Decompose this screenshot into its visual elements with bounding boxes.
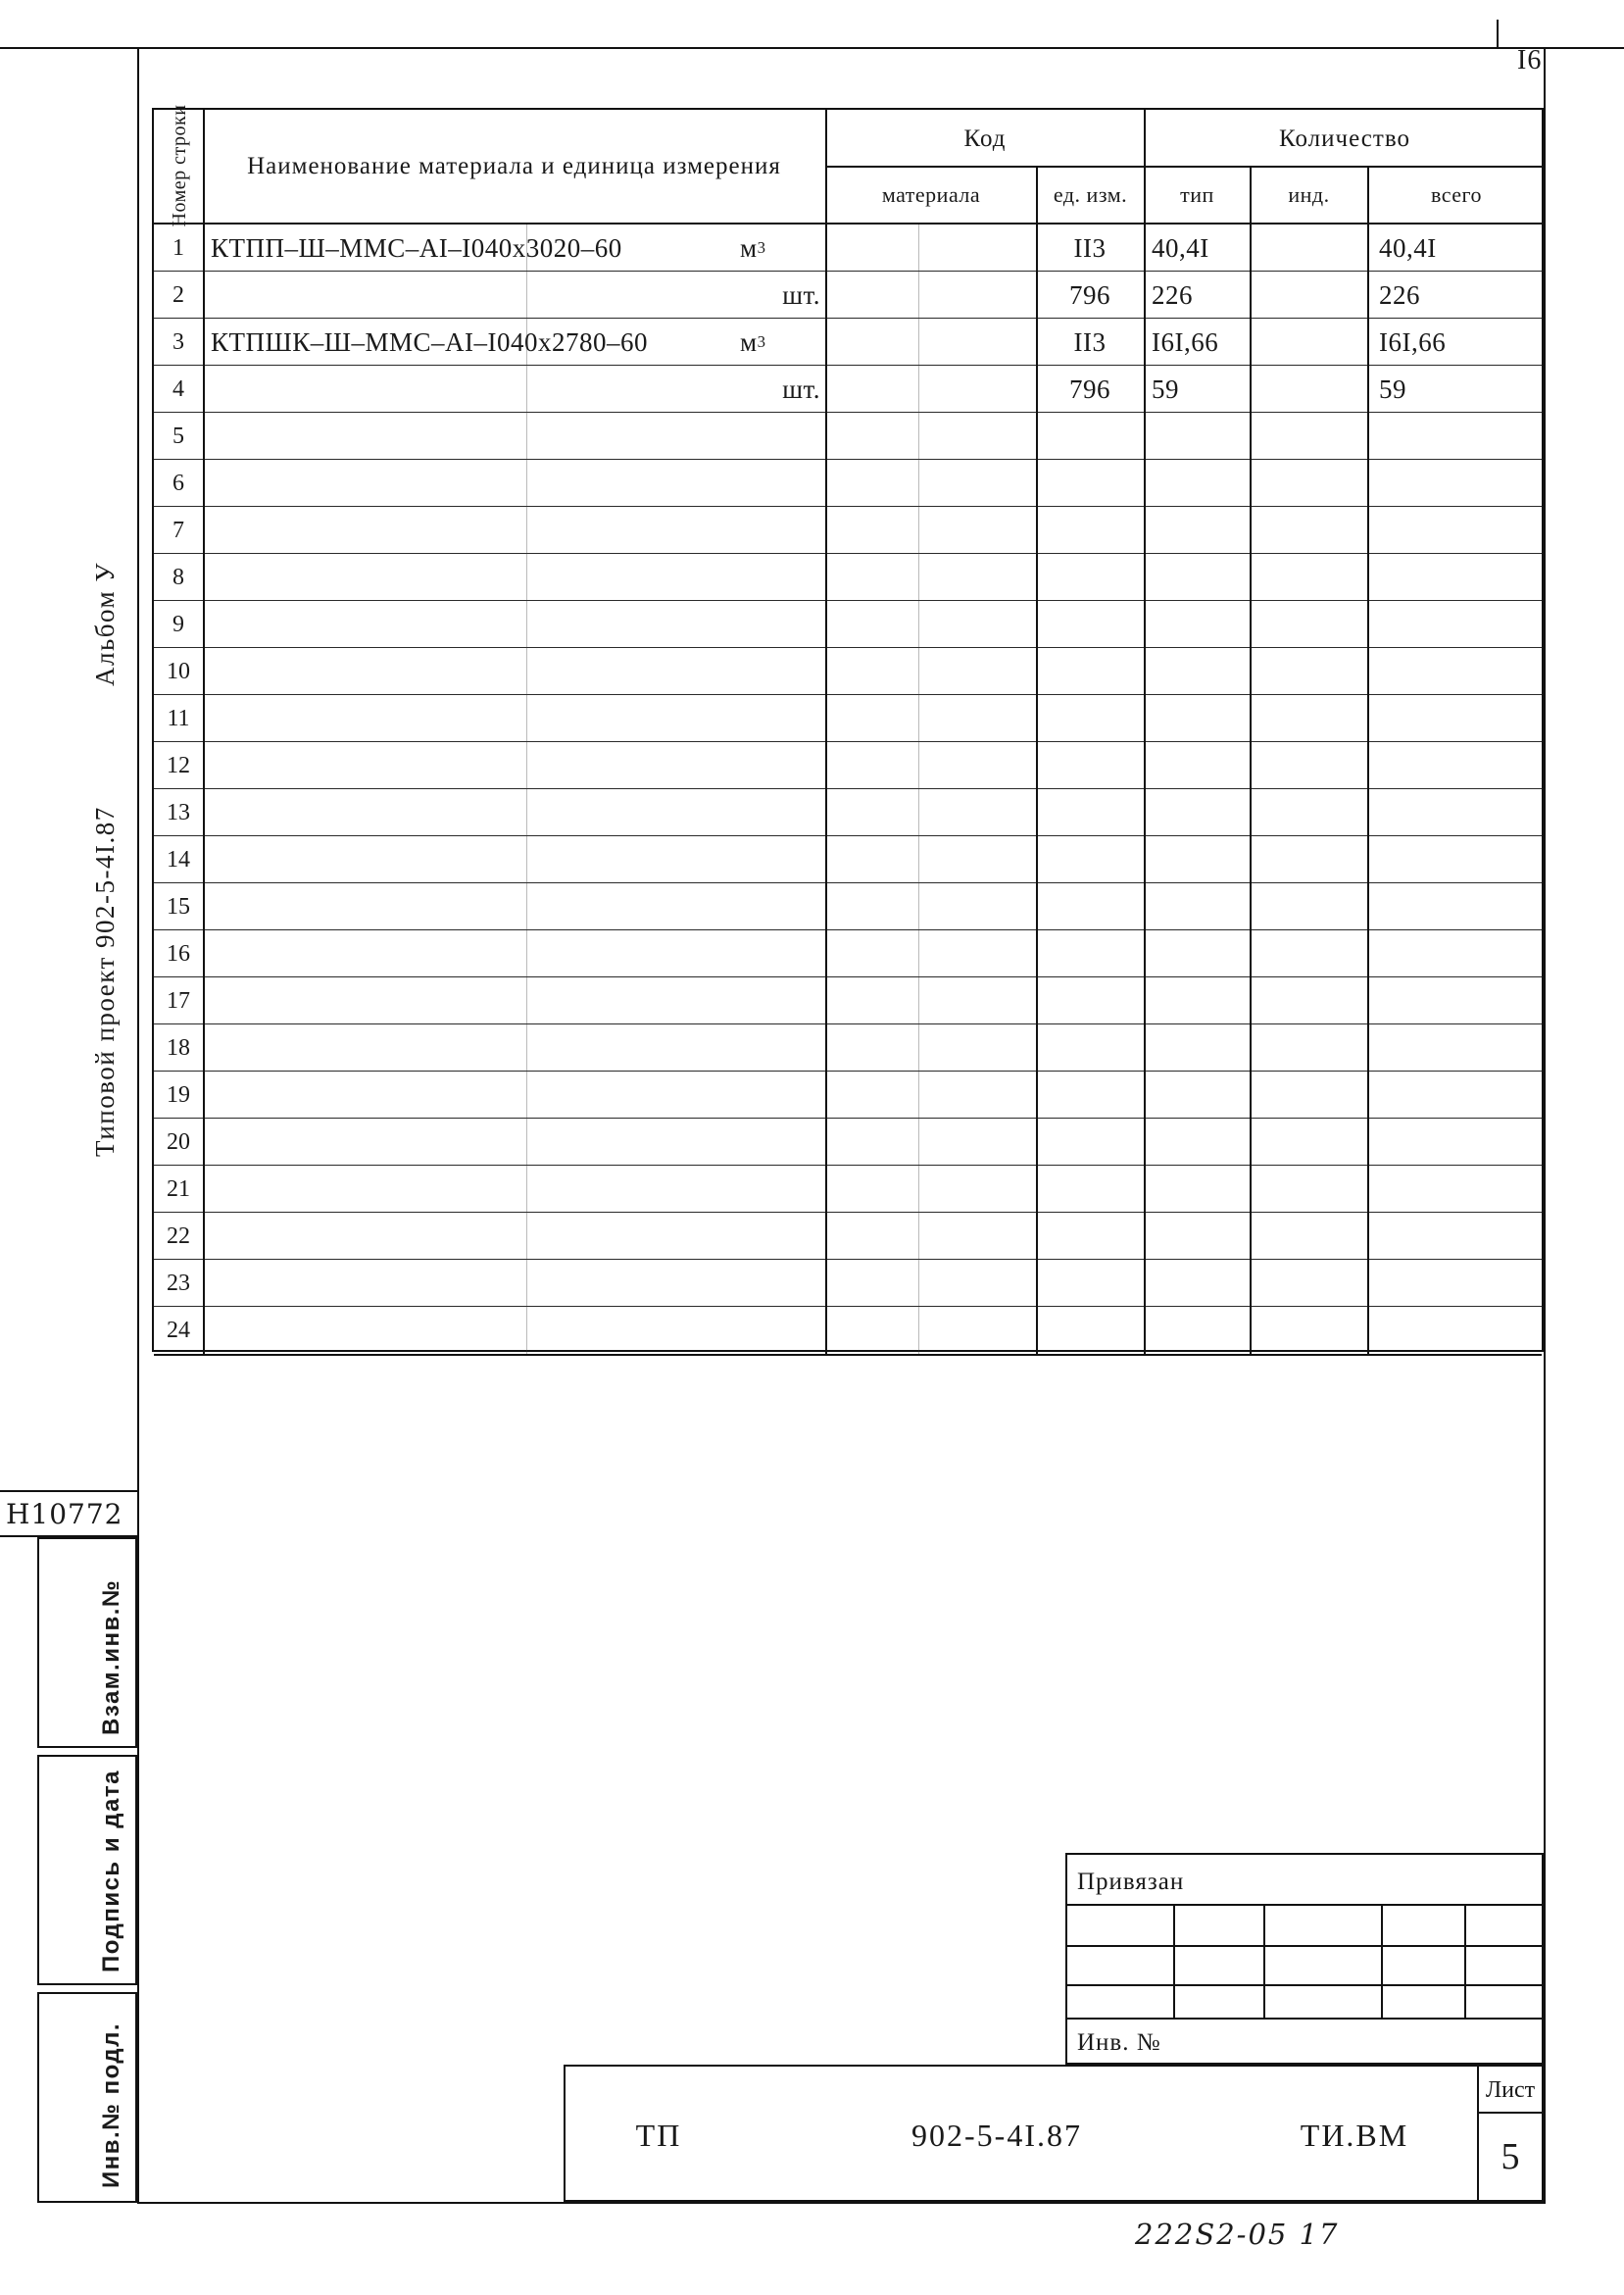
material-name-cell (211, 460, 671, 507)
table-row (154, 601, 1542, 648)
code-unit-cell (1038, 554, 1142, 601)
qty-ind-cell (1252, 930, 1366, 977)
qty-type-cell (1152, 648, 1250, 695)
row-number-cell: 21 (167, 1175, 190, 1202)
title-sheet-value: 5 (1501, 2136, 1520, 2177)
material-name-cell (211, 601, 671, 648)
header-row-number: Номер строки (168, 104, 190, 227)
material-name-cell (211, 1307, 671, 1354)
qty-ind-cell (1252, 1260, 1366, 1307)
table-row (154, 1166, 1542, 1213)
code-material-cell (827, 648, 1034, 695)
qty-type-cell (1152, 789, 1250, 836)
table-row (154, 1072, 1542, 1119)
qty-ind-cell (1252, 460, 1366, 507)
code-material-cell (827, 742, 1034, 789)
material-unit-cell: шт. (782, 374, 820, 404)
row-number-cell: 2 (172, 281, 184, 308)
privyazan-line-4 (1067, 2018, 1544, 2020)
qty-ind-cell (1252, 225, 1366, 272)
row-number-cell: 24 (167, 1317, 190, 1343)
faint-guide-1 (918, 225, 919, 1354)
table-row (154, 648, 1542, 695)
qty-total-cell (1379, 1072, 1541, 1119)
qty-type-cell: I6I,66 (1152, 326, 1219, 357)
table-row (154, 413, 1542, 460)
material-name-cell (211, 1024, 671, 1072)
code-material-cell (827, 601, 1034, 648)
column-line-3 (1144, 225, 1146, 1354)
qty-total-cell (1379, 1166, 1541, 1213)
code-unit-cell (1038, 1119, 1142, 1166)
frame-bottom-line (137, 2202, 1546, 2204)
code-material-cell (827, 1024, 1034, 1072)
code-material-cell (827, 977, 1034, 1024)
code-material-cell (827, 319, 1034, 366)
code-unit-cell (1038, 1213, 1142, 1260)
material-unit-cell: м 3 (740, 232, 766, 263)
qty-ind-cell (1252, 272, 1366, 319)
header-code-unit: ед. изм. (1053, 181, 1128, 207)
faint-guide-0 (526, 225, 527, 1354)
code-unit-cell (1038, 1166, 1142, 1213)
code-unit-cell (1038, 648, 1142, 695)
table-row (154, 930, 1542, 977)
qty-ind-cell (1252, 507, 1366, 554)
material-name-cell (211, 836, 671, 883)
qty-type-cell (1152, 1072, 1250, 1119)
row-number-cell: 13 (167, 799, 190, 825)
code-material-cell (827, 460, 1034, 507)
row-number-cell: 22 (167, 1222, 190, 1249)
qty-ind-cell (1252, 1024, 1366, 1072)
stamp-block-podpis-label: Подпись и дата (98, 1770, 124, 1972)
material-name-cell: КТПШК–Ш–ММС–АI–I040х2780–60 (211, 326, 648, 357)
row-number-cell: 9 (172, 611, 184, 637)
table-row (154, 883, 1542, 930)
code-unit-cell (1038, 1072, 1142, 1119)
qty-ind-cell (1252, 413, 1366, 460)
material-name-cell (211, 789, 671, 836)
qty-total-cell (1379, 1119, 1541, 1166)
row-number-cell: 14 (167, 846, 190, 873)
qty-type-cell (1152, 507, 1250, 554)
column-line-4 (1250, 225, 1252, 1354)
table-row (154, 319, 1542, 366)
material-name-cell (211, 1166, 671, 1213)
material-name-cell (211, 507, 671, 554)
qty-total-cell: 59 (1379, 374, 1406, 404)
privyazan-label: Привязан (1077, 1869, 1185, 1895)
table-header (154, 104, 1542, 227)
header-material-name: Наименование материала и единица измерения (247, 153, 781, 180)
qty-total-cell (1379, 1307, 1541, 1354)
header-quantity: Количество (1279, 125, 1410, 152)
qty-type-cell: 226 (1152, 279, 1193, 310)
table-row (154, 1119, 1542, 1166)
corner-divider (1497, 20, 1499, 49)
title-strip (564, 2065, 1544, 2202)
qty-total-cell (1379, 1213, 1541, 1260)
qty-total-cell (1379, 836, 1541, 883)
body-bottom-line (154, 1354, 1542, 1356)
table-row (154, 225, 1542, 272)
table-row (154, 1307, 1542, 1354)
qty-ind-cell (1252, 977, 1366, 1024)
column-line-1 (825, 225, 827, 1354)
header-code: Код (963, 125, 1007, 152)
header-qty-ind: инд. (1288, 181, 1330, 207)
material-name-cell (211, 977, 671, 1024)
column-line-0 (203, 225, 205, 1354)
qty-ind-cell (1252, 742, 1366, 789)
qty-type-cell (1152, 1213, 1250, 1260)
code-material-cell (827, 883, 1034, 930)
qty-type-cell (1152, 1307, 1250, 1354)
row-number-cell: 15 (167, 893, 190, 920)
qty-ind-cell (1252, 366, 1366, 413)
handwritten-archive-mark: 222S2-05 17 (1135, 2218, 1340, 2251)
qty-ind-cell (1252, 554, 1366, 601)
table-row (154, 460, 1542, 507)
code-material-cell (827, 507, 1034, 554)
qty-total-cell (1379, 413, 1541, 460)
project-label: Типовой проект 902-5-4I.87 (90, 806, 120, 1157)
qty-type-cell (1152, 883, 1250, 930)
qty-total-cell (1379, 554, 1541, 601)
qty-ind-cell (1252, 1166, 1366, 1213)
title-tp: ТП (635, 2117, 682, 2153)
qty-total-cell (1379, 789, 1541, 836)
row-number-cell: 5 (172, 423, 184, 449)
code-unit-cell: 796 (1069, 279, 1110, 310)
qty-type-cell (1152, 460, 1250, 507)
qty-total-cell (1379, 1260, 1541, 1307)
privyazan-block (1065, 1853, 1544, 2065)
code-material-cell (827, 1213, 1034, 1260)
table-row (154, 507, 1542, 554)
qty-ind-cell (1252, 1213, 1366, 1260)
privyazan-line-3 (1067, 1984, 1544, 1986)
material-name-cell (211, 554, 671, 601)
qty-type-cell (1152, 836, 1250, 883)
title-organization: ТИ.ВМ (1300, 2117, 1409, 2153)
qty-ind-cell (1252, 789, 1366, 836)
code-unit-cell (1038, 789, 1142, 836)
material-name-cell (211, 648, 671, 695)
column-line-2 (1036, 225, 1038, 1354)
material-name-cell (211, 1213, 671, 1260)
code-material-cell (827, 413, 1034, 460)
material-name-cell (211, 366, 671, 413)
code-material-cell (827, 1260, 1034, 1307)
inv-stamp-number: Н10772 (6, 1498, 123, 1530)
qty-type-cell (1152, 930, 1250, 977)
table-row (154, 836, 1542, 883)
qty-type-cell (1152, 742, 1250, 789)
code-material-cell (827, 1072, 1034, 1119)
code-material-cell (827, 1307, 1034, 1354)
code-unit-cell: II3 (1073, 326, 1107, 357)
qty-type-cell: 59 (1152, 374, 1179, 404)
code-material-cell (827, 1119, 1034, 1166)
table-body (154, 225, 1542, 1356)
row-number-cell: 3 (172, 328, 184, 355)
code-unit-cell: 796 (1069, 374, 1110, 404)
code-unit-cell (1038, 930, 1142, 977)
material-name-cell (211, 272, 671, 319)
material-name-cell (211, 413, 671, 460)
code-unit-cell (1038, 836, 1142, 883)
row-number-cell: 7 (172, 517, 184, 543)
qty-type-cell (1152, 1166, 1250, 1213)
row-number-cell: 10 (167, 658, 190, 684)
material-name-cell (211, 1260, 671, 1307)
qty-total-cell (1379, 648, 1541, 695)
code-unit-cell (1038, 742, 1142, 789)
code-material-cell (827, 366, 1034, 413)
code-material-cell (827, 789, 1034, 836)
qty-type-cell (1152, 554, 1250, 601)
material-unit-cell: м 3 (740, 326, 766, 357)
materials-table (152, 104, 1544, 1352)
code-unit-cell (1038, 695, 1142, 742)
qty-ind-cell (1252, 1119, 1366, 1166)
code-material-cell (827, 554, 1034, 601)
qty-type-cell: 40,4I (1152, 232, 1209, 263)
header-qty-total: всего (1430, 181, 1483, 207)
table-row (154, 1024, 1542, 1072)
stamp-block-invpodl-label: Инв.№ подл. (98, 2021, 124, 2188)
code-unit-cell (1038, 1024, 1142, 1072)
title-project-code: 902-5-4I.87 (911, 2117, 1082, 2153)
row-number-cell: 6 (172, 470, 184, 496)
code-unit-cell (1038, 1260, 1142, 1307)
inv-no-label: Инв. № (1077, 2029, 1161, 2056)
qty-type-cell (1152, 695, 1250, 742)
row-number-cell: 23 (167, 1270, 190, 1296)
code-material-cell (827, 930, 1034, 977)
qty-total-cell (1379, 695, 1541, 742)
table-row (154, 554, 1542, 601)
table-row (154, 695, 1542, 742)
code-material-cell (827, 836, 1034, 883)
qty-total-cell (1379, 601, 1541, 648)
qty-total-cell (1379, 742, 1541, 789)
table-row (154, 366, 1542, 413)
material-name-cell (211, 1119, 671, 1166)
top-border-line (0, 47, 1624, 49)
table-row (154, 977, 1542, 1024)
row-number-cell: 1 (172, 234, 184, 261)
row-number-cell: 12 (167, 752, 190, 778)
qty-total-cell: 226 (1379, 279, 1420, 310)
qty-ind-cell (1252, 1307, 1366, 1354)
row-number-cell: 16 (167, 940, 190, 967)
privyazan-col-4 (1464, 1904, 1466, 2018)
stamp-block-vzam-label: Взам.инв.№ (98, 1578, 124, 1735)
code-unit-cell (1038, 1307, 1142, 1354)
header-code-material: материала (881, 181, 981, 207)
qty-total-cell: 40,4I (1379, 232, 1437, 263)
qty-type-cell (1152, 601, 1250, 648)
table-row (154, 272, 1542, 319)
qty-type-cell (1152, 1024, 1250, 1072)
code-unit-cell (1038, 883, 1142, 930)
qty-total-cell: I6I,66 (1379, 326, 1447, 357)
qty-ind-cell (1252, 695, 1366, 742)
code-unit-cell: II3 (1073, 232, 1107, 263)
frame-right-line (1544, 47, 1546, 2204)
material-name-cell (211, 930, 671, 977)
qty-total-cell (1379, 507, 1541, 554)
material-name-cell (211, 742, 671, 789)
material-name-cell (211, 883, 671, 930)
album-label: Альбом У (90, 562, 120, 686)
qty-ind-cell (1252, 648, 1366, 695)
qty-total-cell (1379, 883, 1541, 930)
qty-ind-cell (1252, 883, 1366, 930)
material-unit-cell: шт. (782, 279, 820, 310)
qty-total-cell (1379, 460, 1541, 507)
qty-type-cell (1152, 977, 1250, 1024)
privyazan-col-3 (1381, 1904, 1383, 2018)
code-material-cell (827, 272, 1034, 319)
qty-ind-cell (1252, 836, 1366, 883)
qty-total-cell (1379, 930, 1541, 977)
code-material-cell (827, 1166, 1034, 1213)
qty-total-cell (1379, 977, 1541, 1024)
qty-ind-cell (1252, 601, 1366, 648)
row-number-cell: 18 (167, 1034, 190, 1061)
row-number-cell: 4 (172, 375, 184, 402)
code-unit-cell (1038, 460, 1142, 507)
qty-ind-cell (1252, 319, 1366, 366)
material-name-cell: КТПП–Ш–ММС–АI–I040х3020–60 (211, 232, 622, 263)
qty-type-cell (1152, 1119, 1250, 1166)
row-number-cell: 17 (167, 987, 190, 1014)
code-unit-cell (1038, 413, 1142, 460)
frame-left-line (137, 47, 139, 2204)
table-row (154, 1260, 1542, 1307)
header-qty-type: тип (1180, 181, 1214, 207)
qty-type-cell (1152, 1260, 1250, 1307)
table-row (154, 1213, 1542, 1260)
code-unit-cell (1038, 507, 1142, 554)
privyazan-line-1 (1067, 1904, 1544, 1906)
row-number-cell: 8 (172, 564, 184, 590)
code-material-cell (827, 225, 1034, 272)
row-number-cell: 19 (167, 1081, 190, 1108)
qty-type-cell (1152, 413, 1250, 460)
corner-sheet-number: I6 (1517, 45, 1543, 75)
table-row (154, 789, 1542, 836)
row-number-cell: 11 (167, 705, 190, 731)
privyazan-col-1 (1173, 1904, 1175, 2018)
qty-total-cell (1379, 1024, 1541, 1072)
code-unit-cell (1038, 977, 1142, 1024)
privyazan-line-2 (1067, 1945, 1544, 1947)
material-name-cell (211, 695, 671, 742)
column-line-5 (1367, 225, 1369, 1354)
table-row (154, 742, 1542, 789)
qty-ind-cell (1252, 1072, 1366, 1119)
title-sheet-label: Лист (1485, 2076, 1536, 2103)
code-material-cell (827, 695, 1034, 742)
code-unit-cell (1038, 601, 1142, 648)
material-name-cell (211, 1072, 671, 1119)
privyazan-col-2 (1263, 1904, 1265, 2018)
row-number-cell: 20 (167, 1128, 190, 1155)
